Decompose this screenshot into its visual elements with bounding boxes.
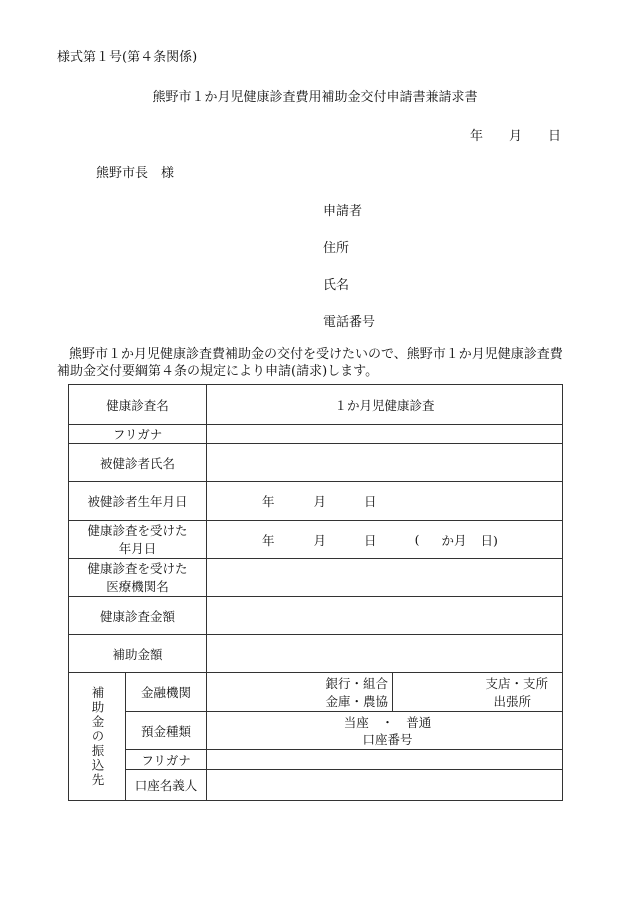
deposit-type-options[interactable]: 当座 ・ 普通 — [343, 714, 432, 730]
institution-field[interactable] — [207, 559, 563, 597]
application-table — [68, 384, 563, 801]
bank-type-line-1: 銀行・組合 — [325, 676, 389, 691]
branch-type-line-1: 支店・支所 — [485, 676, 549, 691]
deposit-type-field[interactable] — [207, 712, 563, 750]
exam-age-open-paren: ( — [414, 532, 420, 547]
table-row — [69, 521, 563, 559]
exam-age-months-label: か月 — [441, 532, 467, 548]
examinee-name-label: 被健診者氏名 — [69, 444, 207, 482]
table-row — [69, 635, 563, 673]
applicant-address-label: 住所 — [323, 241, 350, 256]
table-row — [69, 673, 563, 712]
account-number-label: 口座番号 — [362, 731, 413, 747]
examinee-furigana-label: フリガナ — [69, 425, 207, 444]
date-day-label: 日 — [548, 129, 562, 144]
account-holder-label: 口座名義人 — [126, 770, 207, 801]
exam-name-label: 健康診査名 — [69, 385, 207, 425]
table-row — [69, 425, 563, 444]
exam-date-label-line-1: 健康診査を受けた — [87, 522, 188, 538]
table-row — [69, 770, 563, 801]
financial-institution-label: 金融機関 — [126, 673, 207, 712]
statement-line-2: 補助金交付要綱第４条の規定により申請(請求)します。 — [57, 364, 379, 379]
table-row — [69, 750, 563, 770]
institution-label — [69, 559, 207, 597]
table-row — [69, 559, 563, 597]
statement-line-1: 熊野市１か月児健康診査費補助金の交付を受けたいので、熊野市１か月児健康診査費 — [69, 347, 563, 362]
table-row — [69, 482, 563, 521]
institution-label-line-1: 健康診査を受けた — [87, 560, 188, 576]
birth-year-label: 年 — [262, 494, 275, 509]
account-furigana-label: フリガナ — [126, 750, 207, 770]
examinee-name-field[interactable] — [207, 444, 563, 482]
table-row — [69, 444, 563, 482]
exam-date-label — [69, 521, 207, 559]
deposit-type-label: 預金種類 — [126, 712, 207, 750]
subsidy-amount-label: 補助金額 — [69, 635, 207, 673]
applicant-phone-label: 電話番号 — [323, 315, 376, 330]
exam-name-value: １か月児健康診査 — [207, 385, 563, 425]
account-holder-field[interactable] — [207, 770, 563, 801]
examinee-birth-label: 被健診者生年月日 — [69, 482, 207, 521]
exam-age-days-label: 日) — [480, 532, 498, 548]
branch-type-text — [486, 675, 549, 711]
exam-date-label-line-2: 年月日 — [118, 540, 157, 556]
applicant-name-label: 氏名 — [323, 278, 350, 293]
institution-label-line-2: 医療機関名 — [106, 578, 169, 594]
table-row — [69, 385, 563, 425]
transfer-destination-label — [69, 673, 126, 801]
form-number: 様式第１号(第４条関係) — [57, 50, 198, 65]
bank-type-text — [326, 675, 389, 711]
examinee-furigana-field[interactable] — [207, 425, 563, 444]
exam-month-label: 月 — [313, 532, 327, 548]
bank-type-line-2: 金庫・農協 — [325, 694, 389, 709]
addressee: 熊野市長 様 — [96, 166, 175, 181]
subsidy-amount-field[interactable] — [207, 635, 563, 673]
exam-date-field[interactable] — [207, 521, 563, 559]
table-row — [69, 712, 563, 750]
date-month-label: 月 — [509, 129, 523, 144]
bank-branch-divider — [392, 673, 393, 711]
birth-month-label: 月 — [313, 494, 327, 509]
examinee-birth-field[interactable] — [207, 482, 563, 521]
date-line — [470, 125, 561, 144]
exam-amount-label: 健康診査金額 — [69, 597, 207, 635]
applicant-label: 申請者 — [323, 204, 363, 219]
financial-institution-field[interactable] — [207, 673, 563, 712]
exam-year-label: 年 — [262, 532, 275, 548]
branch-type-line-2: 出張所 — [493, 694, 532, 709]
account-furigana-field[interactable] — [207, 750, 563, 770]
birth-day-label: 日 — [364, 494, 377, 509]
date-year-label: 年 — [470, 129, 484, 144]
transfer-destination-text: 補助金の振込先 — [90, 685, 105, 788]
exam-amount-field[interactable] — [207, 597, 563, 635]
application-statement — [57, 346, 587, 380]
exam-day-label: 日 — [364, 532, 377, 548]
page-title: 熊野市１か月児健康診査費用補助金交付申請書兼請求書 — [152, 90, 478, 105]
table-row — [69, 597, 563, 635]
